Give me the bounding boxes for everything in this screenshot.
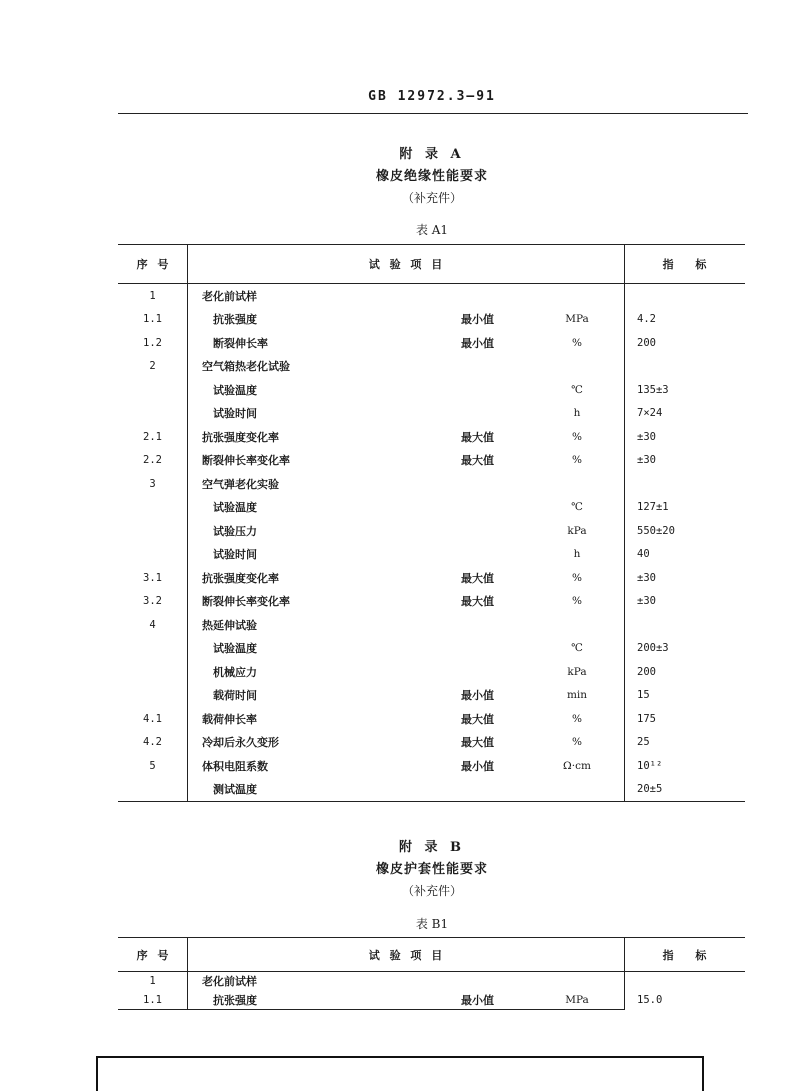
item-name: 试验压力 [213, 524, 257, 538]
row-number: 2.2 [143, 454, 162, 467]
table-row [118, 778, 745, 802]
table-b1 [118, 937, 745, 1009]
index-value: 7×24 [637, 407, 663, 420]
unit: ℃ [571, 383, 583, 396]
table-row [118, 684, 745, 708]
item-name: 抗张强度变化率 [202, 430, 279, 444]
item-cell [187, 472, 624, 496]
index-value: ±30 [637, 595, 656, 608]
item-name: 试验温度 [213, 383, 257, 397]
table-row [118, 425, 745, 449]
item-cell [187, 425, 624, 449]
unit: h [573, 407, 581, 420]
item-name: 空气箱热老化试验 [202, 360, 290, 374]
row-number: 1.2 [143, 336, 162, 349]
table-row [118, 449, 745, 473]
table-row [118, 331, 745, 355]
row-number: 2 [149, 360, 156, 373]
index-value: ±30 [637, 430, 656, 443]
item-cell [187, 991, 624, 1010]
header-rule [118, 113, 748, 114]
table-row [118, 402, 745, 426]
table-a1-caption: 表 A1 [415, 223, 449, 237]
item-name: 断裂伸长率变化率 [202, 454, 290, 468]
item-cell [187, 754, 624, 778]
column-divider [624, 245, 625, 801]
table-row [118, 308, 745, 332]
row-number: 1 [149, 975, 156, 988]
item-cell [187, 402, 624, 426]
table-row [118, 543, 745, 567]
unit: MPa [565, 993, 589, 1006]
index-value: 200 [637, 665, 656, 678]
item-cell [187, 355, 624, 379]
appendix-a-subtitle: （补充件） [401, 191, 462, 205]
table-row [118, 707, 745, 731]
table-row [118, 731, 745, 755]
item-cell [187, 684, 624, 708]
item-cell [187, 331, 624, 355]
table-row [118, 660, 745, 684]
table-row [118, 519, 745, 543]
table-bottom-rule [118, 1009, 625, 1010]
table-row [118, 613, 745, 637]
item-name: 载荷时间 [213, 689, 257, 703]
item-name: 老化前试样 [202, 975, 257, 989]
index-value: ±30 [637, 454, 656, 467]
index-value: 15.0 [637, 993, 663, 1006]
table-row [118, 991, 745, 1010]
limit-type: 最小值 [461, 759, 494, 773]
table-row [118, 472, 745, 496]
item-cell [187, 284, 624, 308]
item-name: 断裂伸长率 [213, 336, 268, 350]
item-cell [187, 519, 624, 543]
item-name: 体积电阻系数 [202, 759, 268, 773]
row-number: 3.2 [143, 595, 162, 608]
unit: % [572, 430, 582, 443]
unit: % [572, 712, 582, 725]
header-index: 指 标 [662, 948, 716, 962]
index-value: 40 [637, 548, 650, 561]
item-cell [187, 449, 624, 473]
table-row [118, 590, 745, 614]
item-cell [187, 308, 624, 332]
table-row [118, 496, 745, 520]
unit: kPa [567, 665, 587, 678]
index-value: 550±20 [637, 524, 675, 537]
unit: min [566, 689, 588, 702]
row-number: 1.1 [143, 313, 162, 326]
column-divider [187, 245, 188, 801]
item-cell [187, 566, 624, 590]
unit: h [573, 548, 581, 561]
header-number: 序 号 [136, 258, 172, 271]
item-cell [187, 496, 624, 520]
bottom-frame [96, 1056, 704, 1091]
index-value: 127±1 [637, 501, 669, 514]
item-name: 测试温度 [213, 783, 257, 797]
index-value: 200±3 [637, 642, 669, 655]
item-cell [187, 707, 624, 731]
unit: Ω·cm [563, 759, 591, 772]
item-name: 试验时间 [213, 407, 257, 421]
limit-type: 最小值 [461, 689, 494, 703]
item-name: 抗张强度 [213, 313, 257, 327]
limit-type: 最大值 [461, 736, 494, 750]
table-b1-body [118, 972, 745, 1009]
appendix-a-title: 橡皮绝缘性能要求 [375, 169, 488, 184]
row-number: 4 [149, 618, 156, 631]
index-value: 175 [637, 712, 656, 725]
unit: % [572, 595, 582, 608]
item-name: 载荷伸长率 [202, 712, 257, 726]
row-number: 4.2 [143, 736, 162, 749]
table-b1-header [118, 938, 745, 972]
item-cell [187, 543, 624, 567]
index-value: 4.2 [637, 313, 656, 326]
item-name: 老化前试样 [202, 289, 257, 303]
appendix-b-title: 橡皮护套性能要求 [375, 862, 488, 877]
item-name: 试验时间 [213, 548, 257, 562]
item-name: 抗张强度变化率 [202, 571, 279, 585]
item-name: 热延伸试验 [202, 618, 257, 632]
unit: kPa [567, 524, 587, 537]
table-row [118, 355, 745, 379]
table-row [118, 284, 745, 308]
table-row [118, 637, 745, 661]
item-cell [187, 660, 624, 684]
index-value: 135±3 [637, 383, 669, 396]
table-row [118, 754, 745, 778]
row-number: 5 [149, 759, 156, 772]
item-cell [187, 731, 624, 755]
item-name: 抗张强度 [213, 993, 257, 1007]
limit-type: 最大值 [461, 454, 494, 468]
index-value: 15 [637, 689, 650, 702]
limit-type: 最大值 [461, 595, 494, 609]
header-number: 序 号 [136, 948, 172, 962]
limit-type: 最小值 [461, 313, 494, 327]
item-name: 断裂伸长率变化率 [202, 595, 290, 609]
unit: MPa [565, 313, 589, 326]
row-number: 3.1 [143, 571, 162, 584]
item-name: 机械应力 [213, 665, 257, 679]
unit: % [572, 571, 582, 584]
unit: % [572, 336, 582, 349]
limit-type: 最小值 [461, 993, 494, 1007]
unit: ℃ [571, 501, 583, 514]
table-a1-header [118, 245, 745, 284]
item-cell [187, 778, 624, 802]
table-row [118, 972, 745, 991]
appendix-a-label: 附 录 A [399, 147, 465, 162]
unit: % [572, 736, 582, 749]
item-cell [187, 613, 624, 637]
index-value: 200 [637, 336, 656, 349]
column-divider [187, 938, 188, 1009]
item-name: 试验温度 [213, 642, 257, 656]
row-number: 1 [149, 289, 156, 302]
item-name: 试验温度 [213, 501, 257, 515]
standard-number: GB 12972.3—91 [368, 89, 496, 104]
header-index: 指 标 [662, 258, 716, 271]
index-value: 20±5 [637, 783, 663, 796]
table-b1-caption: 表 B1 [415, 917, 449, 931]
item-cell [187, 637, 624, 661]
column-divider [624, 938, 625, 1009]
header-test-item: 试 验 项 目 [368, 258, 446, 271]
item-name: 空气弹老化实验 [202, 477, 279, 491]
appendix-b-subtitle: （补充件） [401, 884, 462, 898]
index-value: 10¹² [637, 759, 663, 772]
header-test-item: 试 验 项 目 [368, 948, 446, 962]
limit-type: 最小值 [461, 336, 494, 350]
item-name: 冷却后永久变形 [202, 736, 279, 750]
index-value: 25 [637, 736, 650, 749]
item-cell [187, 590, 624, 614]
unit: % [572, 454, 582, 467]
item-cell [187, 972, 624, 991]
limit-type: 最大值 [461, 430, 494, 444]
row-number: 3 [149, 477, 156, 490]
index-value: ±30 [637, 571, 656, 584]
appendix-b-label: 附 录 B [398, 840, 466, 855]
row-number: 1.1 [143, 993, 162, 1006]
unit: ℃ [571, 642, 583, 655]
table-row [118, 566, 745, 590]
table-a1-body [118, 284, 745, 801]
limit-type: 最大值 [461, 571, 494, 585]
item-cell [187, 378, 624, 402]
limit-type: 最大值 [461, 712, 494, 726]
table-a1 [118, 244, 745, 802]
table-row [118, 378, 745, 402]
row-number: 2.1 [143, 430, 162, 443]
row-number: 4.1 [143, 712, 162, 725]
